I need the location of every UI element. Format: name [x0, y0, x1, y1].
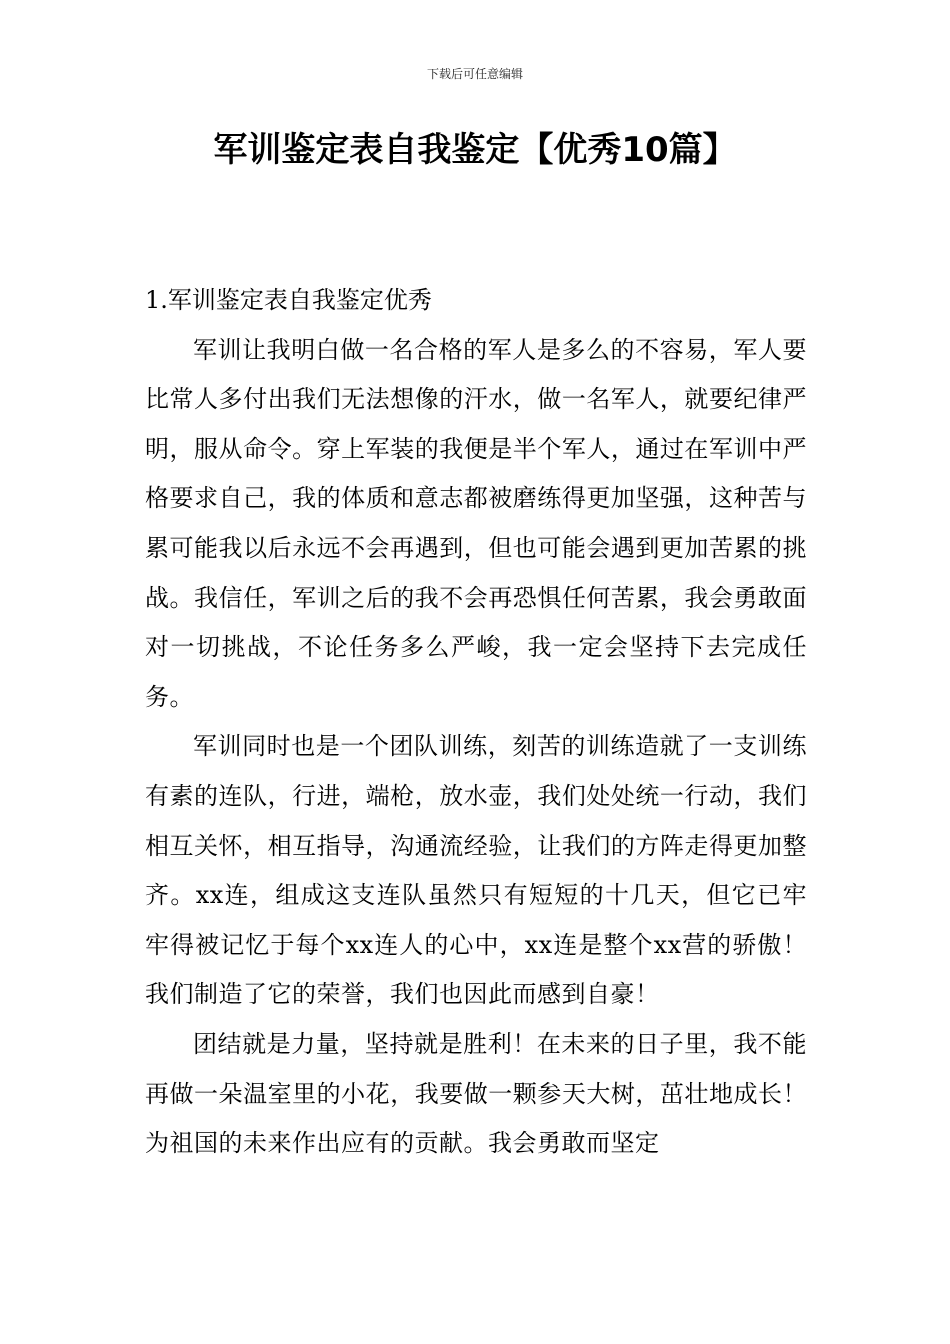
header-note: 下载后可任意编辑: [426, 67, 523, 81]
paragraph-3: 团结就是力量，坚持就是胜利！在未来的日子里，我不能再做一朵温室里的小花，我要做一颗参天大树，茁壮地成长！为祖国的未来作出应有的贡献。我会勇敢而坚定: [145, 1029, 807, 1158]
document-body: [145, 276, 807, 1169]
paragraph-2: 军训同时也是一个团队训练，刻苦的训练造就了一支训练有素的连队，行进，端枪，放水壶，我们处处统一行动，我们相互关怀，相互指导，沟通流经验，让我们的方阵走得更加整齐。xx连，组成这支连队虽然只有短短的十几天，但它已牢牢得被记忆于每个xx连人的心中，xx连是整个xx营的骄傲！我们制造了它的荣誉，我们也因此而感到自豪！: [145, 732, 807, 1009]
section-heading: 1.军训鉴定表自我鉴定优秀: [145, 286, 432, 314]
paragraph-1: 军训让我明白做一名合格的军人是多么的不容易，军人要比常人多付出我们无法想像的汗水，做一名军人，就要纪律严明，服从命令。穿上军装的我便是半个军人，通过在军训中严格要求自己，我的体质和意志都被磨练得更加坚强，这种苦与累可能我以后永远不会再遇到，但也可能会遇到更加苦累的挑战。我信任，军训之后的我不会再恐惧任何苦累，我会勇敢面对一切挑战，不论任务多么严峻，我一定会坚持下去完成任务。: [145, 335, 807, 711]
document-title: 军训鉴定表自我鉴定【优秀10篇】: [213, 130, 737, 170]
